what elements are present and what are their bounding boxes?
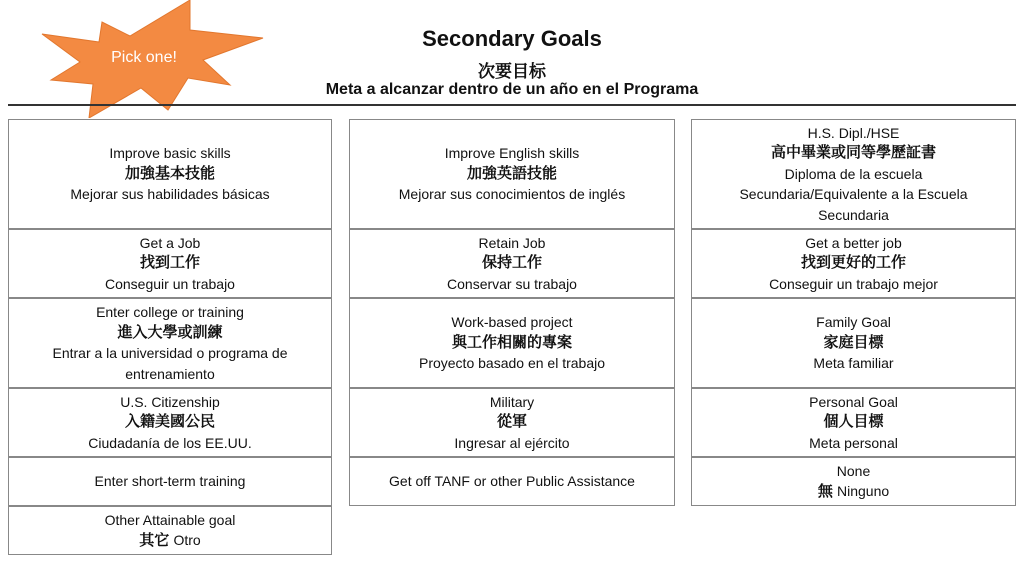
goal-spanish: Ciudadanía de los EE.UU.: [88, 434, 252, 451]
goal-spanish-line-1: Diploma de la escuela: [784, 165, 923, 182]
goal-hs-diploma[interactable]: [691, 119, 1016, 229]
goal-chinese: 無: [817, 483, 833, 500]
goal-english: Enter short-term training: [94, 473, 246, 490]
pick-one-label: Pick one!: [111, 49, 177, 66]
page-subtitle-chinese: 次要目标: [478, 62, 546, 81]
goal-spanish: Meta familiar: [813, 355, 894, 372]
goal-english: Get a better job: [805, 234, 902, 251]
goal-chinese: 進入大學或訓練: [117, 323, 223, 341]
goal-chinese: 其它: [139, 532, 170, 549]
goal-improve-basic-skills[interactable]: [8, 119, 332, 229]
goal-military[interactable]: [349, 388, 675, 457]
goal-english: Improve English skills: [444, 145, 580, 162]
goal-spanish: Meta personal: [809, 434, 898, 451]
goal-spanish-line-3: Secundaria: [818, 206, 889, 223]
goal-chinese: 加強英語技能: [466, 164, 557, 182]
goal-chinese: 家庭目標: [823, 333, 884, 351]
goal-english: Military: [489, 393, 535, 410]
goal-english: Get off TANF or other Public Assistance: [389, 473, 635, 490]
goal-better-job[interactable]: [691, 229, 1016, 298]
goal-spanish-line-2: entrenamiento: [125, 365, 215, 382]
goal-chinese-spanish: [818, 481, 889, 503]
goal-chinese: 與工作相關的專案: [451, 333, 572, 351]
page-subtitle-spanish: Meta a alcanzar dentro de un año en el Programa: [325, 81, 699, 98]
goal-get-off-tanf[interactable]: [349, 457, 675, 506]
goal-english: None: [836, 462, 871, 479]
goal-enter-college[interactable]: [8, 298, 332, 388]
goal-english: Other Attainable goal: [104, 511, 236, 528]
goal-chinese: 入籍美國公民: [124, 413, 215, 431]
goal-spanish-line-1: Entrar a la universidad o programa de: [52, 345, 288, 361]
goal-retain-job[interactable]: [349, 229, 675, 298]
goal-english: H.S. Dipl./HSE: [807, 124, 900, 141]
goal-spanish: Otro: [173, 532, 201, 548]
page-title: Secondary Goals: [422, 26, 602, 51]
goal-work-based-project[interactable]: [349, 298, 675, 388]
goal-spanish: Ingresar al ejército: [454, 434, 570, 451]
goal-english: Work-based project: [451, 314, 573, 331]
goal-spanish: Mejorar sus habilidades básicas: [70, 186, 270, 203]
goal-short-term-training[interactable]: [8, 457, 332, 506]
goal-family[interactable]: [691, 298, 1016, 388]
goal-english: Improve basic skills: [109, 145, 231, 162]
goal-get-a-job[interactable]: [8, 229, 332, 298]
goal-spanish: Conseguir un trabajo: [105, 275, 235, 292]
goal-english: Get a Job: [139, 234, 201, 251]
goal-chinese: 找到更好的工作: [800, 254, 906, 272]
goal-chinese: 加強基本技能: [124, 164, 215, 182]
goal-spanish: Conservar su trabajo: [447, 275, 577, 292]
goal-spanish-line-2: Secundaria/Equivalente a la Escuela: [739, 186, 968, 203]
goal-chinese-spanish: [139, 530, 200, 552]
goal-spanish: Proyecto basado en el trabajo: [418, 355, 605, 372]
goal-none[interactable]: [691, 457, 1016, 506]
goal-chinese: 高中畢業或同等學歷証書: [770, 144, 936, 162]
goal-spanish: Conseguir un trabajo mejor: [769, 275, 938, 292]
header-divider: [8, 104, 1016, 106]
goal-english: Family Goal: [816, 314, 891, 331]
goal-english: Personal Goal: [809, 393, 898, 410]
goal-personal[interactable]: [691, 388, 1016, 457]
goal-other[interactable]: [8, 506, 332, 555]
goal-chinese: 個人目標: [823, 413, 884, 431]
goal-spanish: Mejorar sus conocimientos de inglés: [398, 186, 626, 203]
goal-citizenship[interactable]: [8, 388, 332, 457]
goal-english: U.S. Citizenship: [120, 393, 220, 410]
goal-improve-english-skills[interactable]: [349, 119, 675, 229]
goal-chinese: 從軍: [496, 413, 527, 431]
goal-chinese: 保持工作: [481, 254, 542, 272]
goal-english: Enter college or training: [96, 304, 244, 320]
goal-spanish: Ninguno: [837, 483, 890, 499]
goal-chinese: 找到工作: [139, 254, 200, 272]
goal-english: Retain Job: [478, 234, 546, 251]
